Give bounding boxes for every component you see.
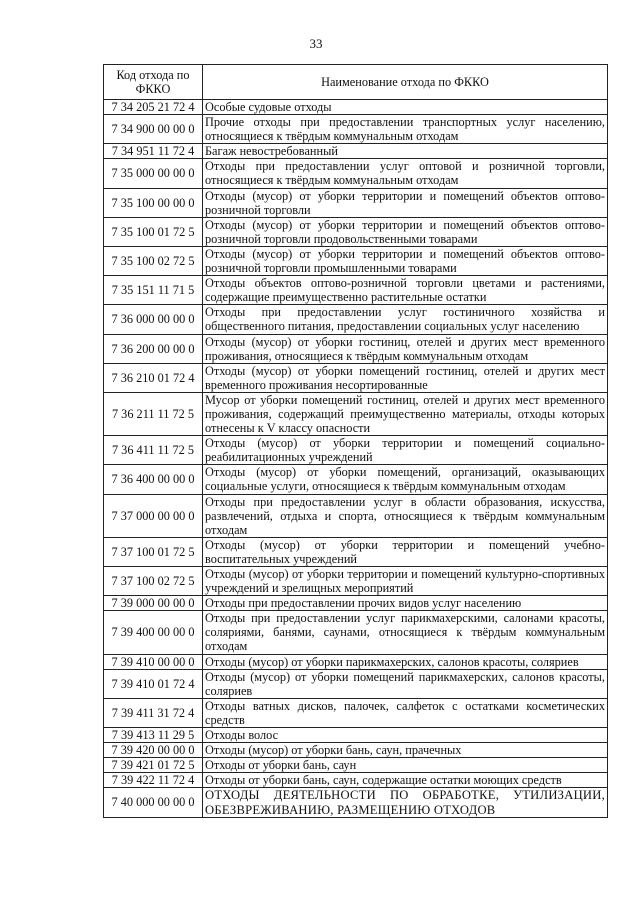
waste-name-cell: Отходы при предоставлении прочих видов услуг населению — [203, 596, 608, 611]
waste-code-cell: 7 35 100 00 00 0 — [104, 188, 203, 217]
waste-code-cell: 7 39 410 00 00 0 — [104, 654, 203, 669]
waste-code-cell: 7 39 421 01 72 5 — [104, 758, 203, 773]
waste-name-cell: ОТХОДЫ ДЕЯТЕЛЬНОСТИ ПО ОБРАБОТКЕ, УТИЛИЗАЦИИ, ОБЕЗВРЕЖИВАНИЮ, РАЗМЕЩЕНИЮ ОТХОДОВ — [203, 788, 608, 817]
waste-name-cell: Отходы ватных дисков, палочек, салфеток с остатками косметических средств — [203, 698, 608, 727]
waste-code-cell: 7 39 413 11 29 5 — [104, 728, 203, 743]
waste-name-cell: Отходы при предоставлении услуг парикмахерскими, салонами красоты, соляриями, банями, саунами, относящиеся к твёрдым коммунальным отходам — [203, 611, 608, 654]
table-row — [104, 758, 608, 773]
waste-code-cell: 7 34 900 00 00 0 — [104, 115, 203, 144]
table-row — [104, 743, 608, 758]
waste-name-cell: Отходы (мусор) от уборки гостиниц, отелей и других мест временного проживания, относящиеся к твёрдым коммунальным отходам — [203, 334, 608, 363]
table-row — [104, 305, 608, 334]
table-row — [104, 159, 608, 188]
table-row — [104, 100, 608, 115]
waste-code-cell: 7 39 422 11 72 4 — [104, 773, 203, 788]
table-row — [104, 392, 608, 435]
waste-name-cell: Отходы от уборки бань, саун — [203, 758, 608, 773]
waste-code-cell: 7 36 200 00 00 0 — [104, 334, 203, 363]
waste-code-cell: 7 36 210 01 72 4 — [104, 363, 203, 392]
waste-name-cell: Отходы (мусор) от уборки территории и помещений объектов оптово-розничной торговли продовольственными товарами — [203, 217, 608, 246]
waste-name-cell: Отходы (мусор) от уборки территории и помещений социально-реабилитационных учреждений — [203, 436, 608, 465]
waste-code-cell: 7 36 411 11 72 5 — [104, 436, 203, 465]
table-row — [104, 596, 608, 611]
waste-name-cell: Отходы (мусор) от уборки территории и помещений учебно-воспитательных учреждений — [203, 537, 608, 566]
waste-code-cell: 7 35 100 01 72 5 — [104, 217, 203, 246]
waste-name-cell: Отходы при предоставлении услуг гостиничного хозяйства и общественного питания, предоставлении социальных услуг населению — [203, 305, 608, 334]
table-row — [104, 611, 608, 654]
table-row — [104, 465, 608, 494]
waste-name-cell: Отходы (мусор) от уборки парикмахерских, салонов красоты, соляриев — [203, 654, 608, 669]
table-row — [104, 188, 608, 217]
waste-name-cell: Отходы (мусор) от уборки помещений парикмахерских, салонов красоты, соляриев — [203, 669, 608, 698]
table-row — [104, 567, 608, 596]
waste-code-cell: 7 39 411 31 72 4 — [104, 698, 203, 727]
waste-name-cell: Отходы объектов оптово-розничной торговли цветами и растениями, содержащие преимущественно растительные остатки — [203, 276, 608, 305]
fkko-table — [103, 64, 608, 818]
waste-name-cell: Отходы от уборки бань, саун, содержащие остатки моющих средств — [203, 773, 608, 788]
header-code: Код отхода по ФККО — [104, 65, 203, 100]
table-row — [104, 788, 608, 817]
waste-name-cell: Отходы (мусор) от уборки помещений гостиниц, отелей и других мест временного проживания несортированные — [203, 363, 608, 392]
table-row — [104, 115, 608, 144]
waste-code-cell: 7 39 410 01 72 4 — [104, 669, 203, 698]
table-row — [104, 773, 608, 788]
waste-name-cell: Отходы при предоставлении услуг в области образования, искусства, развлечений, отдыха и спорта, относящиеся к твёрдым коммунальным отходам — [203, 494, 608, 537]
waste-name-cell: Мусор от уборки помещений гостиниц, отелей и других мест временного проживания, содержащий преимущественно материалы, отходы которых отнесены к V классу опасности — [203, 392, 608, 435]
waste-name-cell: Отходы волос — [203, 728, 608, 743]
waste-code-cell: 7 39 420 00 00 0 — [104, 743, 203, 758]
waste-name-cell: Особые судовые отходы — [203, 100, 608, 115]
table-row — [104, 436, 608, 465]
waste-name-cell: Прочие отходы при предоставлении транспортных услуг населению, относящиеся к твёрдым коммунальным отходам — [203, 115, 608, 144]
waste-code-cell: 7 39 400 00 00 0 — [104, 611, 203, 654]
table-row — [104, 334, 608, 363]
waste-name-cell: Отходы (мусор) от уборки территории и помещений объектов оптово-розничной торговли — [203, 188, 608, 217]
waste-code-cell: 7 37 100 01 72 5 — [104, 537, 203, 566]
waste-code-cell: 7 39 000 00 00 0 — [104, 596, 203, 611]
waste-name-cell: Отходы (мусор) от уборки помещений, организаций, оказывающих социальные услуги, относящиеся к твёрдым коммунальным отходам — [203, 465, 608, 494]
waste-code-cell: 7 40 000 00 00 0 — [104, 788, 203, 817]
waste-name-cell: Отходы (мусор) от уборки территории и помещений объектов оптово-розничной торговли промышленными товарами — [203, 246, 608, 275]
table-header-row — [104, 65, 608, 100]
waste-code-cell: 7 34 951 11 72 4 — [104, 144, 203, 159]
waste-code-cell: 7 36 400 00 00 0 — [104, 465, 203, 494]
table-row — [104, 363, 608, 392]
table-row — [104, 246, 608, 275]
page-number: 33 — [309, 36, 323, 51]
table-row — [104, 537, 608, 566]
table-row — [104, 698, 608, 727]
table-row — [104, 276, 608, 305]
table-row — [104, 728, 608, 743]
waste-code-cell: 7 34 205 21 72 4 — [104, 100, 203, 115]
waste-code-cell: 7 35 100 02 72 5 — [104, 246, 203, 275]
table-row — [104, 144, 608, 159]
waste-code-cell: 7 35 000 00 00 0 — [104, 159, 203, 188]
waste-name-cell: Отходы (мусор) от уборки бань, саун, прачечных — [203, 743, 608, 758]
table-row — [104, 654, 608, 669]
header-name: Наименование отхода по ФККО — [203, 65, 608, 100]
table-row — [104, 669, 608, 698]
waste-code-cell: 7 36 211 11 72 5 — [104, 392, 203, 435]
waste-code-cell: 7 35 151 11 71 5 — [104, 276, 203, 305]
waste-name-cell: Отходы (мусор) от уборки территории и помещений культурно-спортивных учреждений и зрелищных мероприятий — [203, 567, 608, 596]
waste-name-cell: Багаж невостребованный — [203, 144, 608, 159]
waste-code-cell: 7 37 000 00 00 0 — [104, 494, 203, 537]
table-row — [104, 217, 608, 246]
waste-code-cell: 7 36 000 00 00 0 — [104, 305, 203, 334]
waste-code-cell: 7 37 100 02 72 5 — [104, 567, 203, 596]
table-row — [104, 494, 608, 537]
waste-name-cell: Отходы при предоставлении услуг оптовой и розничной торговли, относящиеся к твёрдым коммунальным отходам — [203, 159, 608, 188]
